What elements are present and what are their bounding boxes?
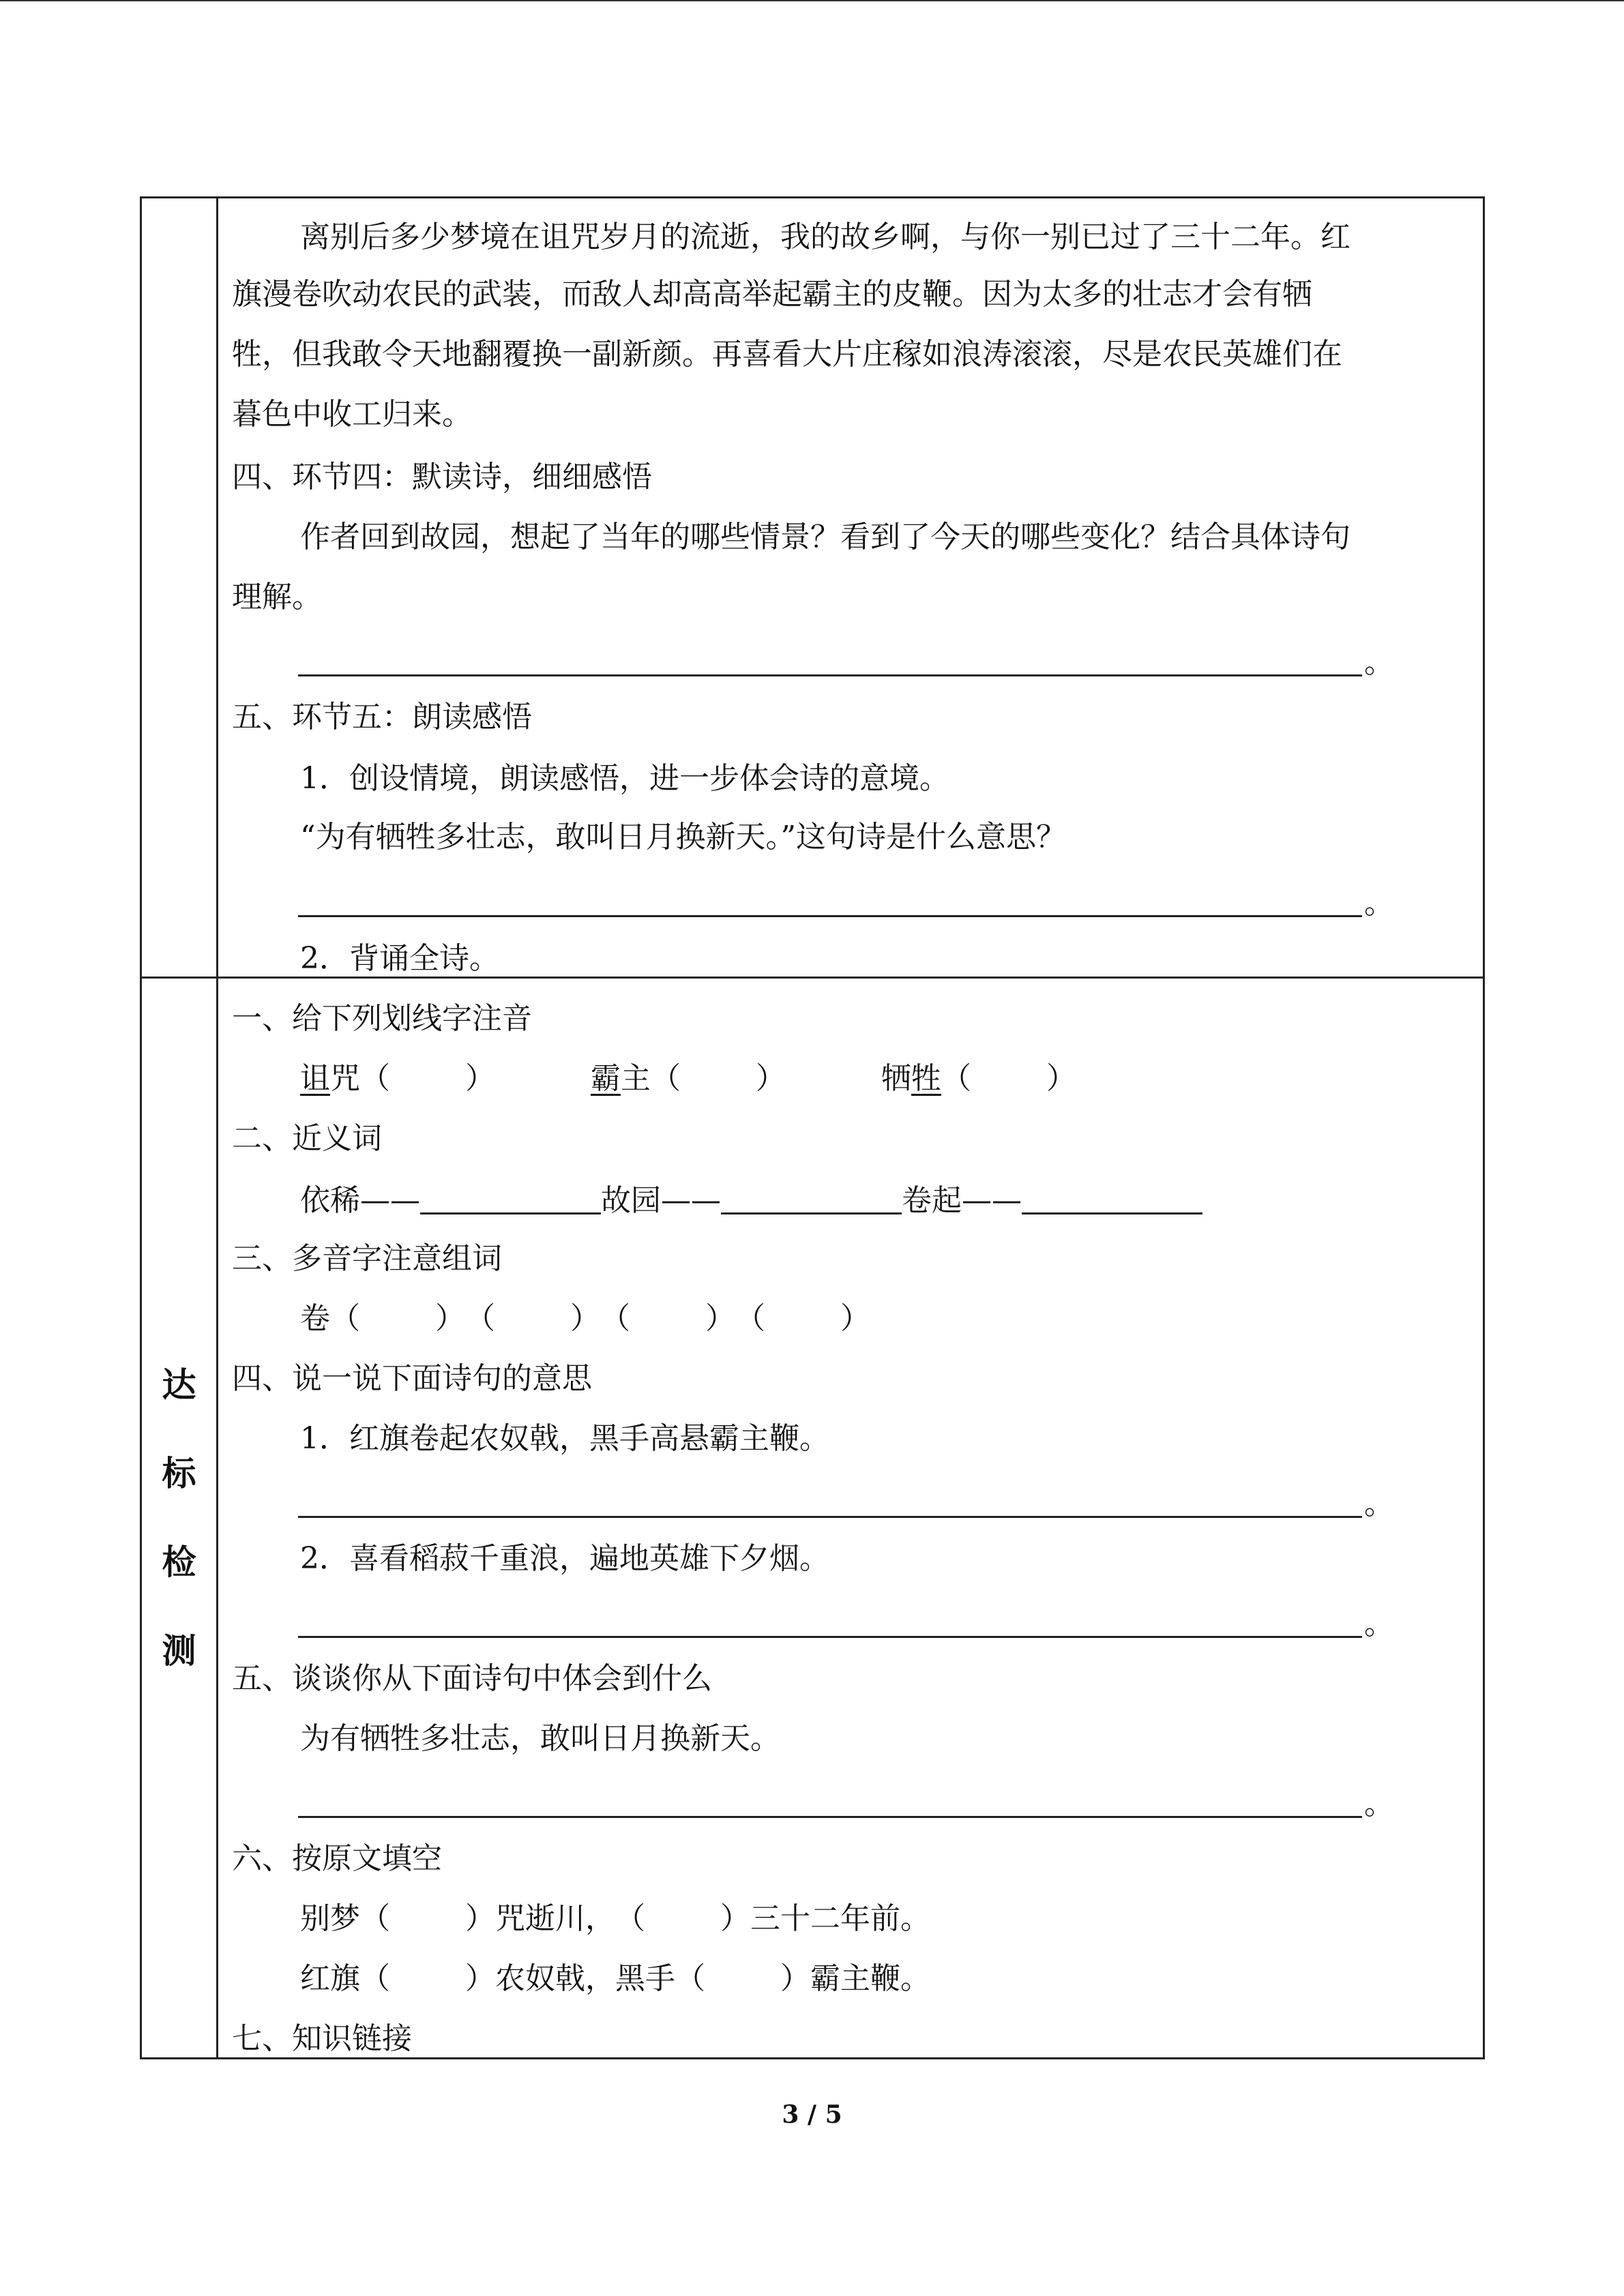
paren: （ [615,1901,645,1936]
q6-title: 六、按原文填空 [232,1841,442,1876]
label-char: 检 [162,1542,196,1582]
paren: ） [570,1301,600,1336]
label-char: 测 [162,1630,196,1671]
paren: ） [840,1301,870,1336]
q6-line [300,1958,930,1999]
poem-text: 农奴戟，黑手 [495,1961,675,1996]
period: 。 [1364,1787,1394,1821]
q2-words [300,1178,1202,1221]
paren: （ [360,1901,390,1936]
paren: ） [435,1301,465,1336]
paren: （ [651,1061,681,1096]
step4-question: 作者回到故园，想起了当年的哪些情景？看到了今天的哪些变化？结合具体诗句 [300,520,1350,554]
paren: （ [465,1301,495,1336]
paren: （ [735,1301,765,1336]
paren: ） [465,1961,495,1996]
q2-title: 二、近义词 [232,1121,382,1156]
period: 。 [1364,645,1394,680]
q1-word [591,1061,651,1096]
paren: （ [360,1961,390,1996]
translation-line: 牲，但我敢令天地翻覆换一副新颜。再喜看大片庄稼如浪涛滚滚，尽是农民英雄们在 [232,337,1342,372]
q1-word [881,1061,941,1096]
q1-word [300,1061,360,1096]
paren: （ [675,1961,705,1996]
paren: ） [465,1901,495,1936]
paren: ） [1046,1061,1076,1096]
poem-text: 红旗 [300,1961,360,1996]
label-char: 达 [162,1365,196,1405]
column-divider [216,196,218,2059]
period: 。 [1364,886,1394,921]
word-rest: 咒 [330,1061,360,1096]
synonym-blank[interactable] [420,1178,601,1214]
word-rest: 主 [621,1061,651,1096]
period: 。 [1364,1607,1394,1641]
paren: ） [756,1061,786,1096]
poem-text: 咒逝川， [495,1901,615,1936]
paren: ） [705,1301,735,1336]
translation-line: 旗漫卷吹动农民的武装，而敌人却高高举起霸主的皮鞭。因为太多的壮志才会有牺 [232,277,1312,312]
q3-line [300,1298,870,1339]
paren: （ [941,1061,971,1096]
q7-title: 七、知识链接 [232,2021,412,2056]
q5-title: 五、谈谈你从下面诗句中体会到什么 [232,1661,712,1696]
q3-title: 三、多音字注意组词 [232,1241,502,1276]
synonym-word: 卷起—— [902,1183,1022,1218]
underlined-char: 霸 [591,1061,621,1096]
synonym-blank[interactable] [721,1178,902,1214]
answer-blank[interactable] [298,915,1362,917]
synonym-word: 依稀—— [300,1183,420,1218]
q4-item: 2．喜看稻菽千重浪，遍地英雄下夕烟。 [300,1541,829,1576]
step4-title: 四、环节四：默读诗，细细感悟 [232,460,652,494]
step4-question: 理解。 [232,580,322,614]
paren: （ [360,1061,390,1096]
poem-text: 霸主鞭。 [810,1961,930,1996]
label-char: 标 [162,1453,196,1493]
paren: ） [720,1901,750,1936]
translation-line: 离别后多少梦境在诅咒岁月的流逝，我的故乡啊，与你一别已过了三十二年。红 [300,220,1350,254]
top-border [0,0,1624,1]
step5-item: 2．背诵全诗。 [300,941,499,976]
poem-text: 别梦 [300,1901,360,1936]
section-label [142,979,216,2057]
translation-line: 暮色中收工归来。 [232,397,472,432]
paren: （ [600,1301,630,1336]
period: 。 [1364,1487,1394,1521]
answer-blank[interactable] [298,1516,1362,1518]
step5-title: 五、环节五：朗读感悟 [232,700,532,734]
underlined-char: 牲 [911,1061,941,1096]
paren: ） [465,1061,495,1096]
answer-blank[interactable] [298,674,1362,676]
q5-line: 为有牺牲多壮志，敢叫日月换新天。 [300,1721,780,1756]
q1-words [300,1058,1076,1099]
paren: （ [330,1301,360,1336]
answer-blank[interactable] [298,1816,1362,1818]
q4-item: 1．红旗卷起农奴戟，黑手高悬霸主鞭。 [300,1421,829,1456]
q4-title: 四、说一说下面诗句的意思 [232,1361,592,1396]
poem-text: 三十二年前。 [750,1901,930,1936]
paren: ） [780,1961,810,1996]
answer-blank[interactable] [298,1636,1362,1638]
q6-line [300,1898,930,1939]
step5-quote: “为有牺牲多壮志，敢叫日月换新天。”这句诗是什么意思？ [300,820,1066,854]
step5-item: 1．创设情境，朗读感悟，进一步体会诗的意境。 [300,761,949,796]
synonym-word: 故园—— [601,1183,721,1218]
word-rest: 牺 [881,1061,911,1096]
underlined-char: 诅 [300,1061,330,1096]
q1-title: 一、给下列划线字注音 [232,1001,532,1036]
polyphone-char: 卷 [300,1301,330,1336]
page-number: 3 / 5 [782,2100,842,2129]
synonym-blank[interactable] [1022,1178,1202,1214]
